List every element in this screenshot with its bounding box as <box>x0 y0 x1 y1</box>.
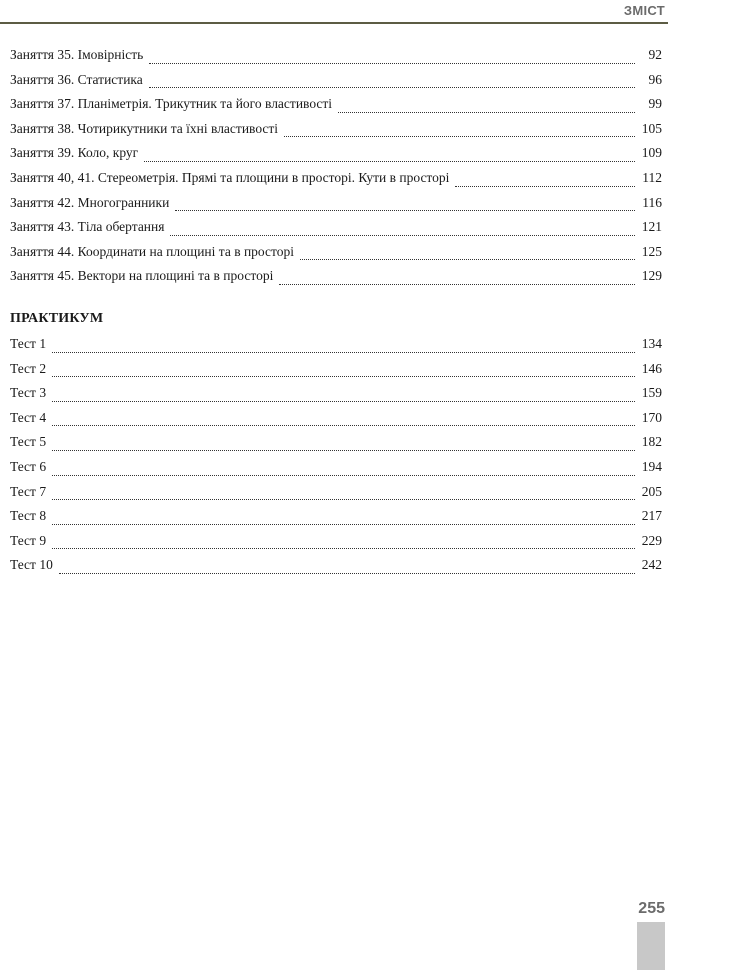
dot-leader <box>52 499 635 500</box>
toc-entry[interactable] <box>10 240 662 265</box>
toc-entry-label: Заняття 35. Імовірність <box>10 47 144 62</box>
dot-leader <box>300 259 635 260</box>
toc-entry-label: Заняття 43. Тіла обертання <box>10 219 165 235</box>
toc-entry[interactable] <box>10 529 662 554</box>
toc-entry-label: Заняття 44. Координати на площині та в просторі <box>10 243 294 259</box>
toc-entry-page: 129 <box>641 268 662 284</box>
header-rule <box>0 22 668 24</box>
dot-leader <box>52 450 635 451</box>
toc-entry-page: 182 <box>641 434 662 450</box>
toc-entry[interactable] <box>10 381 662 406</box>
toc-entry-label: Тест 5 <box>10 434 47 450</box>
toc-entry-page: 112 <box>642 169 662 185</box>
dot-leader <box>52 352 635 353</box>
toc-entry[interactable] <box>10 68 662 93</box>
toc-entry-label: Тест 10 <box>10 557 53 573</box>
toc-entry[interactable] <box>10 455 662 480</box>
toc-entry-label: Тест 8 <box>10 508 47 524</box>
toc-entry[interactable] <box>10 166 662 191</box>
toc-entry-page: 146 <box>641 360 662 376</box>
dot-leader <box>52 524 635 525</box>
dot-leader <box>455 186 635 187</box>
toc-entry-page: 134 <box>641 336 662 351</box>
toc-entry-page: 125 <box>641 243 662 259</box>
toc-entry[interactable] <box>10 332 662 357</box>
toc-entry-page: 99 <box>648 96 662 112</box>
running-header-title: ЗМІСТ <box>623 3 665 18</box>
toc-entry-page: 242 <box>641 557 662 573</box>
toc-entry-label: Тест 2 <box>10 360 47 376</box>
toc-entry-label: Тест 1 <box>10 336 47 351</box>
dot-leader <box>149 63 635 64</box>
lessons-toc <box>10 43 662 289</box>
toc-entry-page: 217 <box>641 508 662 524</box>
toc-entry-label: Заняття 39. Коло, круг <box>10 145 139 161</box>
dot-leader <box>52 376 635 377</box>
toc-entry[interactable] <box>10 141 662 166</box>
toc-entry[interactable] <box>10 553 662 578</box>
toc-entry[interactable] <box>10 406 662 431</box>
toc-entry-page: 229 <box>641 532 662 548</box>
dot-leader <box>175 210 635 211</box>
toc-entry[interactable] <box>10 215 662 240</box>
toc-entry-page: 205 <box>641 483 662 499</box>
practicum-heading: ПРАКТИКУМ <box>10 311 104 326</box>
page-number: 255 <box>638 900 665 917</box>
dot-leader <box>144 161 635 162</box>
toc-entry[interactable] <box>10 357 662 382</box>
toc-entry-page: 121 <box>641 219 662 235</box>
toc-entry-label: Тест 4 <box>10 409 47 425</box>
dot-leader <box>52 401 635 402</box>
toc-entry-page: 96 <box>648 71 662 87</box>
toc-entry-label: Тест 6 <box>10 458 47 474</box>
toc-entry-page: 109 <box>641 145 662 161</box>
toc-entry-page: 159 <box>641 385 662 401</box>
toc-entry[interactable] <box>10 92 662 117</box>
toc-entry-label: Заняття 42. Многогранники <box>10 194 170 210</box>
toc-entry-page: 105 <box>641 120 662 136</box>
dot-leader <box>52 475 635 476</box>
toc-entry-label: Тест 9 <box>10 532 47 548</box>
dot-leader <box>279 284 635 285</box>
dot-leader <box>59 573 635 574</box>
page-edge-tab <box>637 922 665 970</box>
toc-entry-label: Тест 3 <box>10 385 47 401</box>
dot-leader <box>52 548 635 549</box>
toc-entry-page: 116 <box>642 194 662 210</box>
dot-leader <box>284 136 635 137</box>
toc-entry[interactable] <box>10 480 662 505</box>
dot-leader <box>338 112 635 113</box>
toc-entry-page: 92 <box>648 47 662 62</box>
toc-entry-page: 194 <box>641 458 662 474</box>
toc-entry[interactable] <box>10 43 662 68</box>
dot-leader <box>52 425 635 426</box>
dot-leader <box>149 87 635 88</box>
toc-entry[interactable] <box>10 117 662 142</box>
toc-entry-page: 170 <box>641 409 662 425</box>
practicum-toc <box>10 332 662 578</box>
toc-entry-label: Заняття 36. Статистика <box>10 71 143 87</box>
toc-entry-label: Заняття 37. Планіметрія. Трикутник та його властивості <box>10 96 333 112</box>
dot-leader <box>170 235 635 236</box>
toc-entry[interactable] <box>10 191 662 216</box>
toc-entry[interactable] <box>10 430 662 455</box>
toc-entry-label: Тест 7 <box>10 483 47 499</box>
toc-entry[interactable] <box>10 504 662 529</box>
toc-entry-label: Заняття 40, 41. Стереометрія. Прямі та площини в просторі. Кути в просторі <box>10 169 450 185</box>
toc-entry-label: Заняття 38. Чотирикутники та їхні властивості <box>10 120 279 136</box>
toc-entry[interactable] <box>10 264 662 289</box>
toc-entry-label: Заняття 45. Вектори на площині та в просторі <box>10 268 274 284</box>
